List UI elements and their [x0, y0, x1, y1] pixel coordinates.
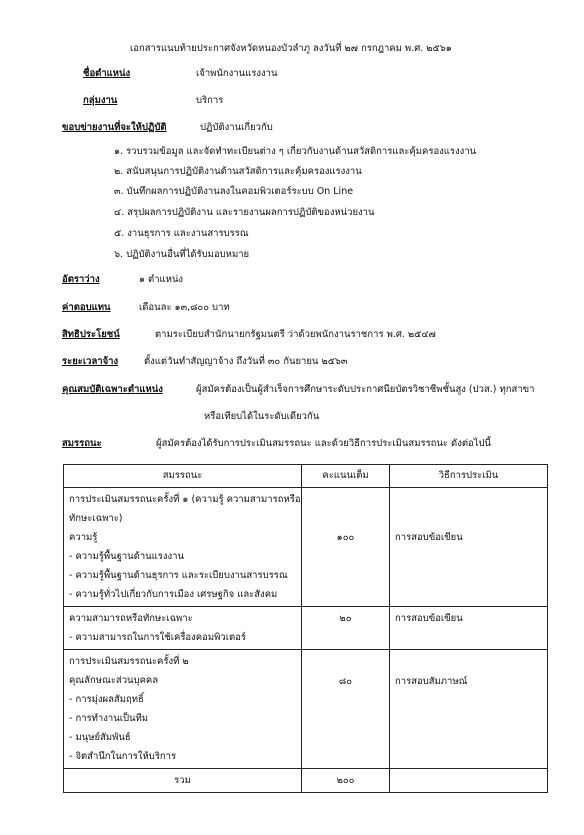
table-header-row: [64, 465, 548, 488]
competency-cell: [64, 488, 302, 607]
method-cell: การสอบข้อเขียน: [390, 607, 548, 650]
cell-line: - ความสามารถในการใช้เครื่องคอมพิวเตอร์: [69, 632, 246, 643]
group-label: กลุ่มงาน: [83, 95, 118, 106]
scope-value: ปฏิบัติงานเกี่ยวกับ: [200, 122, 273, 133]
pay-value: เดือนละ ๑๓,๘๐๐ บาท: [139, 302, 230, 313]
scope-label: ขอบข่ายงานที่จะให้ปฏิบัติ: [62, 122, 167, 133]
period-label: ระยะเวลาจ้าง: [62, 356, 119, 367]
rate-label: อัตราว่าง: [62, 274, 100, 285]
cell-line: การประเมินสมรรถนะครั้งที่ ๒: [69, 656, 189, 667]
score-cell: ๘๐: [302, 650, 390, 769]
scope-item: ๔. สรุปผลการปฏิบัติงาน และรายงานผลการปฏิบัติของหน่วยงาน: [114, 207, 375, 218]
column-header: สมรรถนะ: [64, 465, 302, 488]
competency-label: สมรรถนะ: [62, 438, 102, 449]
cell-line: - ความรู้ทั่วไปเกี่ยวกับการเมือง เศรษฐกิจ และสังคม: [69, 589, 278, 600]
table-total-row: [64, 769, 548, 793]
scope-item: ๓. บันทึกผลการปฏิบัติงานลงในคอมพิวเตอร์ระบบ On Line: [114, 186, 354, 197]
cell-line: ทักษะเฉพาะ): [69, 513, 123, 524]
column-header: คะแนนเต็ม: [302, 465, 390, 488]
cell-line: - การมุ่งผลสัมฤทธิ์: [69, 694, 144, 705]
competency-cell: [64, 607, 302, 650]
position-label: ชื่อตำแหน่ง: [83, 68, 131, 79]
scope-item: ๕. งานธุรการ และงานสารบรรณ: [114, 228, 249, 239]
position-value: เจ้าพนักงานแรงงาน: [196, 68, 278, 79]
qualification-line: ผู้สมัครต้องเป็นผู้สำเร็จการศึกษาระดับประกาศนียบัตรวิชาชีพชั้นสูง (ปวส.) ทุกสาขา: [196, 384, 535, 395]
competency-table: [63, 464, 548, 793]
benefit-label: สิทธิประโยชน์: [62, 329, 120, 340]
total-label: รวม: [64, 769, 302, 793]
cell-line: - การทำงานเป็นทีม: [69, 713, 148, 724]
score-cell: ๑๐๐: [302, 488, 390, 607]
column-header: วิธีการประเมิน: [390, 465, 548, 488]
competency-intro: ผู้สมัครต้องได้รับการประเมินสมรรถนะ และด้วยวิธีการประเมินสมรรถนะ ดังต่อไปนี้: [156, 438, 492, 449]
cell-line: การประเมินสมรรถนะครั้งที่ ๑ (ความรู้ ความสามารถหรือ: [69, 494, 301, 505]
cell-line: - มนุษย์สัมพันธ์: [69, 732, 131, 743]
scope-item: ๑. รวบรวมข้อมูล และจัดทำทะเบียนต่าง ๆ เกี่ยวกับงานด้านสวัสดิการและคุ้มครองแรงงาน: [114, 146, 477, 157]
table-row: [64, 488, 548, 607]
cell-line: - จิตสำนึกในการให้บริการ: [69, 751, 177, 762]
competency-cell: [64, 650, 302, 769]
scope-item: ๒. สนับสนุนการปฏิบัติงานด้านสวัสดิการและคุ้มครองแรงงาน: [114, 166, 362, 177]
table-row: [64, 607, 548, 650]
document-header: เอกสารแนบท้ายประกาศจังหวัดหนองบัวลำภู ลงวันที่ ๒๗ กรกฎาคม พ.ศ. ๒๕๖๑: [130, 43, 452, 54]
score-cell: ๒๐: [302, 607, 390, 650]
cell-line: - ความรู้พื้นฐานด้านแรงงาน: [69, 551, 184, 562]
scope-item: ๖. ปฏิบัติงานอื่นที่ได้รับมอบหมาย: [114, 249, 250, 260]
group-value: บริการ: [196, 95, 224, 106]
total-score: ๒๐๐: [302, 769, 390, 793]
cell-line: ความรู้: [69, 532, 98, 543]
empty-cell: [390, 769, 548, 793]
pay-label: ค่าตอบแทน: [62, 302, 111, 313]
cell-line: คุณลักษณะส่วนบุคคล: [69, 675, 159, 686]
benefit-value: ตามระเบียบสำนักนายกรัฐมนตรี ว่าด้วยพนักงานราชการ พ.ศ. ๒๕๔๗: [155, 329, 436, 340]
qualification-line: หรือเทียบได้ในระดับเดียวกัน: [204, 411, 320, 422]
qualification-label: คุณสมบัติเฉพาะตำแหน่ง: [62, 384, 163, 395]
cell-line: ความสามารถหรือทักษะเฉพาะ: [69, 613, 193, 624]
cell-line: - ความรู้พื้นฐานด้านธุรการ และระเบียบงานสารบรรณ: [69, 570, 288, 581]
method-cell: การสอบสัมภาษณ์: [390, 650, 548, 769]
table-row: [64, 650, 548, 769]
period-value: ตั้งแต่วันทำสัญญาจ้าง ถึงวันที่ ๓๐ กันยายน ๒๕๖๓: [144, 356, 348, 367]
rate-value: ๑ ตำแหน่ง: [139, 274, 184, 285]
method-cell: การสอบข้อเขียน: [390, 488, 548, 607]
